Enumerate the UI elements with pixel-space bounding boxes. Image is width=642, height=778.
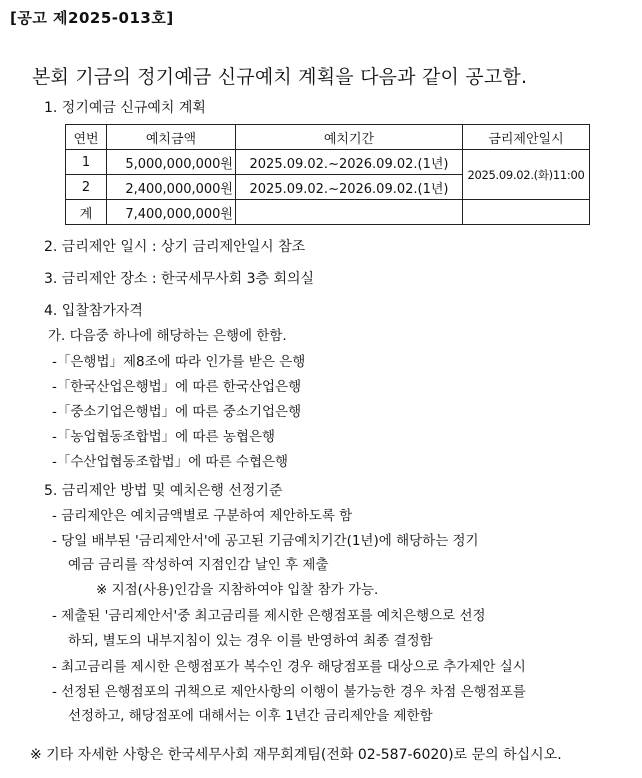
list-item: -「은행법」제8조에 따라 인가를 받은 은행 xyxy=(52,354,306,370)
contact-note: ※ 기타 자세한 사항은 한국세무사회 재무회계팀(전화 02-587-6020)로 문의 하십시오. xyxy=(30,747,562,763)
list-item: -「수산업협동조합법」에 따른 수협은행 xyxy=(52,454,289,470)
row-period: 2025.09.02.~2026.09.02.(1년) xyxy=(236,150,463,175)
list-item: -「한국산업은행법」에 따른 한국산업은행 xyxy=(52,379,302,395)
total-period-empty xyxy=(236,200,463,225)
header-period: 예치기간 xyxy=(236,125,463,150)
table-total-row xyxy=(66,200,590,225)
total-amount: 7,400,000,000원 xyxy=(107,200,236,225)
row-amount: 5,000,000,000원 xyxy=(107,150,236,175)
section-2: 2. 금리제안 일시 : 상기 금리제안일시 참조 xyxy=(44,239,306,255)
section-4-sub: 가. 다음중 하나에 해당하는 은행에 한함. xyxy=(48,328,287,344)
row-period: 2025.09.02.~2026.09.02.(1년) xyxy=(236,175,463,200)
criteria-line: - 선정된 은행점포의 귀책으로 제안사항의 이행이 불가능한 경우 차점 은행점포를 xyxy=(52,684,526,700)
criteria-line: 하되, 별도의 내부지침이 있는 경우 이를 반영하여 최종 결정함 xyxy=(68,633,433,649)
deposit-plan-table xyxy=(65,124,590,225)
header-amount: 예치금액 xyxy=(107,125,236,150)
criteria-line: 예금 금리를 작성하여 지점인감 날인 후 제출 xyxy=(68,557,329,573)
section-3: 3. 금리제안 장소 : 한국세무사회 3층 회의실 xyxy=(44,271,315,287)
criteria-line: - 금리제안은 예치금액별로 구분하여 제안하도록 함 xyxy=(52,508,353,524)
header-proposal-datetime: 금리제안일시 xyxy=(463,125,590,150)
row-amount: 2,400,000,000원 xyxy=(107,175,236,200)
table-header-row xyxy=(66,125,590,150)
section-5-heading: 5. 금리제안 방법 및 예치은행 선정기준 xyxy=(44,483,283,499)
total-label: 계 xyxy=(66,200,107,225)
row-no: 2 xyxy=(66,175,107,200)
list-item: -「농업협동조합법」에 따른 농협은행 xyxy=(52,429,276,445)
criteria-line: - 당일 배부된 '금리제안서'에 공고된 기금예치기간(1년)에 해당하는 정기 xyxy=(52,533,479,549)
page-title: 본회 기금의 정기예금 신규예치 계획을 다음과 같이 공고함. xyxy=(32,66,528,88)
criteria-note: ※ 지점(사용)인감을 지참하여야 입찰 참가 가능. xyxy=(96,582,379,598)
notice-number: [공고 제2025-013호] xyxy=(10,9,174,27)
list-item: -「중소기업은행법」에 따른 중소기업은행 xyxy=(52,404,302,420)
section-4-heading: 4. 입찰참가자격 xyxy=(44,303,143,319)
criteria-line: - 제출된 '금리제안서'중 최고금리를 제시한 은행점포를 예치은행으로 선정 xyxy=(52,608,486,624)
row-no: 1 xyxy=(66,150,107,175)
total-datetime-empty xyxy=(463,200,590,225)
criteria-line: 선정하고, 해당점포에 대해서는 이후 1년간 금리제안을 제한함 xyxy=(68,708,433,724)
header-no: 연번 xyxy=(66,125,107,150)
table-row xyxy=(66,150,590,175)
criteria-line: - 최고금리를 제시한 은행점포가 복수인 경우 해당점포를 대상으로 추가제안 실시 xyxy=(52,659,526,675)
section-1-heading: 1. 정기예금 신규예치 계획 xyxy=(44,100,206,116)
proposal-datetime: 2025.09.02.(화)11:00 xyxy=(463,150,590,200)
